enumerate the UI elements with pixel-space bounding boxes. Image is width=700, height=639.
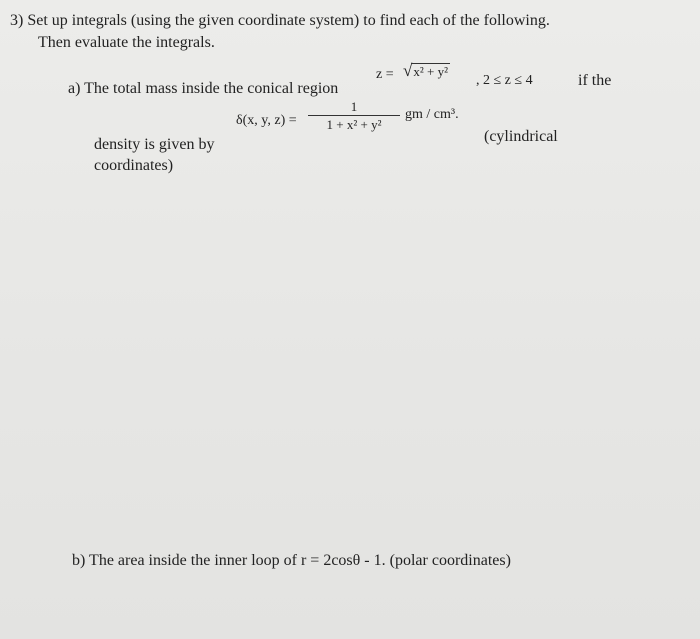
- coordinates-text: coordinates): [94, 157, 174, 174]
- cone-equation-sqrt: √x² + y²: [403, 61, 448, 80]
- cone-equation-radicand: x² + y²: [413, 64, 448, 79]
- density-lhs: δ(x, y, z) =: [236, 113, 297, 128]
- density-numerator: 1: [350, 99, 358, 114]
- problem-header-line2: Then evaluate the integrals.: [38, 34, 215, 51]
- if-the-text: if the: [578, 72, 612, 89]
- density-denominator: 1 + x² + y²: [326, 117, 382, 132]
- density-is-given-by: density is given by: [94, 136, 215, 153]
- cone-equation-lhs: z =: [376, 67, 394, 82]
- density-units: gm / cm³.: [405, 107, 459, 122]
- coordinate-system-cylindrical: (cylindrical: [484, 128, 558, 145]
- part-b-text: b) The area inside the inner loop of r = 2cosθ - 1. (polar coordinates): [72, 552, 511, 569]
- density-fraction: [306, 99, 402, 132]
- part-a-intro: a) The total mass inside the conical region: [68, 80, 339, 97]
- z-range: , 2 ≤ z ≤ 4: [476, 73, 533, 88]
- problem-header-line1: 3) Set up integrals (using the given coordinate system) to find each of the following.: [10, 12, 550, 29]
